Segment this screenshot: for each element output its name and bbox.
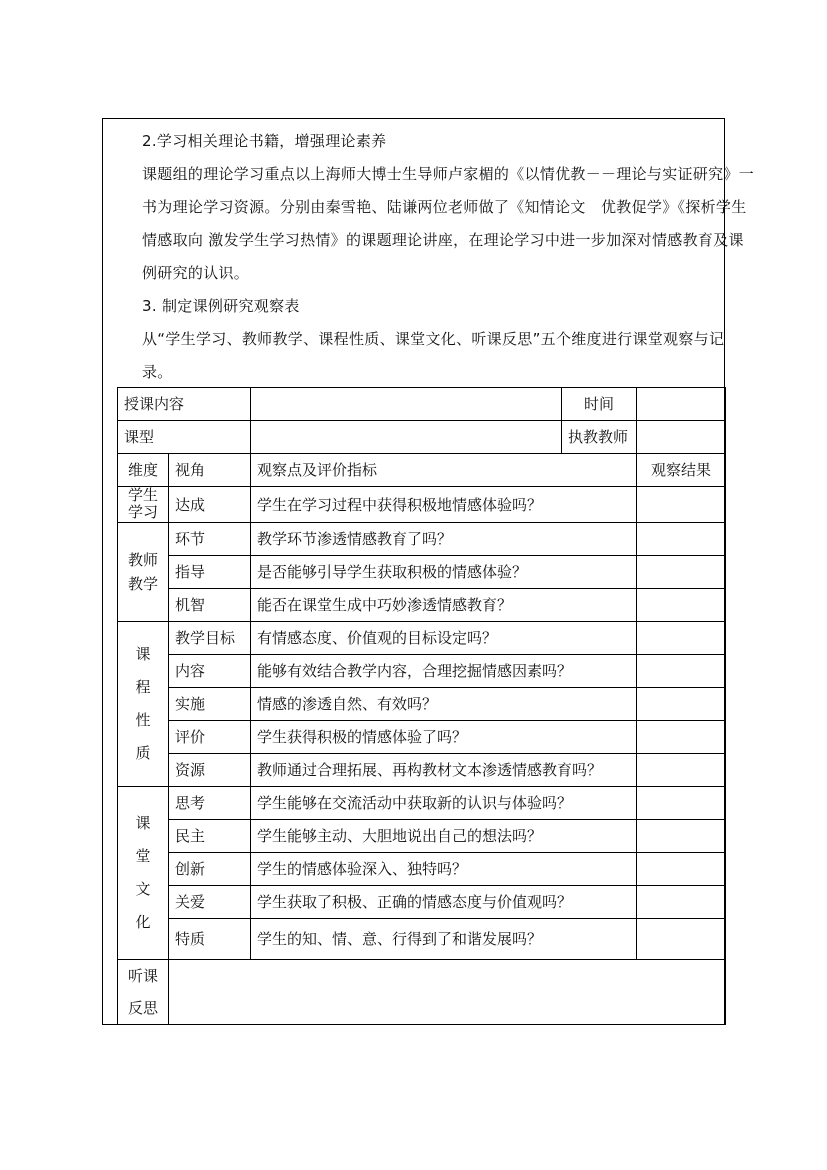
observation-result-cell[interactable] (637, 754, 726, 787)
observation-dimensions-paragraph: 从“学生学习、教师教学、课程性质、课堂文化、听课反思”五个维度进行课堂观察与记录。 (142, 330, 725, 381)
view-cell: 达成 (169, 487, 251, 523)
view-cell: 内容 (169, 655, 251, 688)
lesson-type-label: 课型 (118, 421, 251, 454)
view-cell: 教学目标 (169, 622, 251, 655)
view-cell: 环节 (169, 523, 251, 556)
dimension-cell (118, 787, 169, 960)
section-heading-3: 3. 制定课例研究观察表 (142, 297, 300, 315)
view-cell: 创新 (169, 853, 251, 886)
observation-point-cell: 能否在课堂生成中巧妙渗透情感教育？ (251, 589, 637, 622)
classroom-observation-table (117, 387, 726, 1025)
topic-value-cell[interactable] (251, 388, 562, 421)
observation-result-cell[interactable] (637, 589, 726, 622)
teacher-value-cell[interactable] (637, 421, 726, 454)
dimension-cell (118, 523, 169, 622)
teacher-label: 执教教师 (562, 421, 637, 454)
reflection-label-cell (118, 960, 169, 1025)
observation-point-cell: 是否能够引导学生获取积极的情感体验？ (251, 556, 637, 589)
observation-point-cell: 学生的情感体验深入、独特吗？ (251, 853, 637, 886)
lesson-type-value-cell[interactable] (251, 421, 562, 454)
observation-point-cell: 学生获取了积极、正确的情感态度与价值观吗？ (251, 886, 637, 919)
observation-point-cell: 学生能够在交流活动中获取新的认识与体验吗？ (251, 787, 637, 820)
theory-study-paragraph: 课题组的理论学习重点以上海师大博士生导师卢家楣的《以情优教－－理论与实证研究》一书为理论学习资源。分别由秦雪艳、陆谦两位老师做了《知情论文 优教促学》《探析学生情感取向 激发学生学习热情》的课题理论讲座，在理论学习中进一步加深对情感教育及课例研究的认识。 (142, 165, 755, 282)
lesson-type-row (118, 421, 726, 454)
view-cell: 评价 (169, 721, 251, 754)
observation-row (118, 556, 726, 589)
view-cell: 机智 (169, 589, 251, 622)
observation-result-cell[interactable] (637, 556, 726, 589)
observation-result-cell[interactable] (637, 655, 726, 688)
dimension-cell (118, 622, 169, 787)
observation-point-cell: 教师通过合理拓展、再构教材文本渗透情感教育吗？ (251, 754, 637, 787)
result-header: 观察结果 (637, 454, 726, 487)
observation-point-cell: 能够有效结合教学内容，合理挖掘情感因素吗？ (251, 655, 637, 688)
observation-result-cell[interactable] (637, 787, 726, 820)
reflection-label: 听课反思 (127, 967, 158, 1017)
observation-row (118, 754, 726, 787)
observation-row (118, 787, 726, 820)
observation-row (118, 853, 726, 886)
dimension-label: 课程性质 (135, 645, 151, 762)
reflection-value-cell[interactable] (169, 960, 726, 1025)
dimension-label: 课堂文化 (135, 814, 151, 931)
view-cell: 特质 (169, 919, 251, 960)
time-value-cell[interactable] (637, 388, 726, 421)
topic-row (118, 388, 726, 421)
view-cell: 关爱 (169, 886, 251, 919)
points-header: 观察点及评价指标 (251, 454, 637, 487)
observation-row (118, 487, 726, 523)
observation-row (118, 820, 726, 853)
dimension-cell (118, 487, 169, 523)
observation-result-cell[interactable] (637, 622, 726, 655)
view-cell: 指导 (169, 556, 251, 589)
time-label: 时间 (562, 388, 637, 421)
view-cell: 思考 (169, 787, 251, 820)
topic-label: 授课内容 (118, 388, 251, 421)
observation-result-cell[interactable] (637, 688, 726, 721)
view-cell: 民主 (169, 820, 251, 853)
observation-row (118, 919, 726, 960)
observation-result-cell[interactable] (637, 820, 726, 853)
view-cell: 资源 (169, 754, 251, 787)
dimension-header: 维度 (118, 454, 169, 487)
observation-row (118, 622, 726, 655)
dimension-label: 学生学习 (127, 486, 158, 521)
section-heading-2: 2.学习相关理论书籍，增强理论素养 (142, 132, 387, 150)
observation-point-cell: 学生获得积极的情感体验了吗？ (251, 721, 637, 754)
observation-point-cell: 教学环节渗透情感教育了吗？ (251, 523, 637, 556)
observation-point-cell: 学生在学习过程中获得积极地情感体验吗？ (251, 487, 637, 523)
observation-result-cell[interactable] (637, 886, 726, 919)
observation-row (118, 688, 726, 721)
observation-row (118, 886, 726, 919)
observation-result-cell[interactable] (637, 487, 726, 523)
header-row (118, 454, 726, 487)
observation-result-cell[interactable] (637, 919, 726, 960)
observation-row (118, 589, 726, 622)
observation-point-cell: 学生能够主动、大胆地说出自己的想法吗？ (251, 820, 637, 853)
observation-result-cell[interactable] (637, 853, 726, 886)
observation-point-cell: 学生的知、情、意、行得到了和谐发展吗？ (251, 919, 637, 960)
view-header: 视角 (169, 454, 251, 487)
observation-result-cell[interactable] (637, 721, 726, 754)
observation-row (118, 721, 726, 754)
view-cell: 实施 (169, 688, 251, 721)
observation-point-cell: 情感的渗透自然、有效吗？ (251, 688, 637, 721)
observation-row (118, 655, 726, 688)
dimension-label: 教师教学 (127, 551, 158, 593)
observation-result-cell[interactable] (637, 523, 726, 556)
observation-row (118, 523, 726, 556)
reflection-row (118, 960, 726, 1025)
observation-point-cell: 有情感态度、价值观的目标设定吗？ (251, 622, 637, 655)
